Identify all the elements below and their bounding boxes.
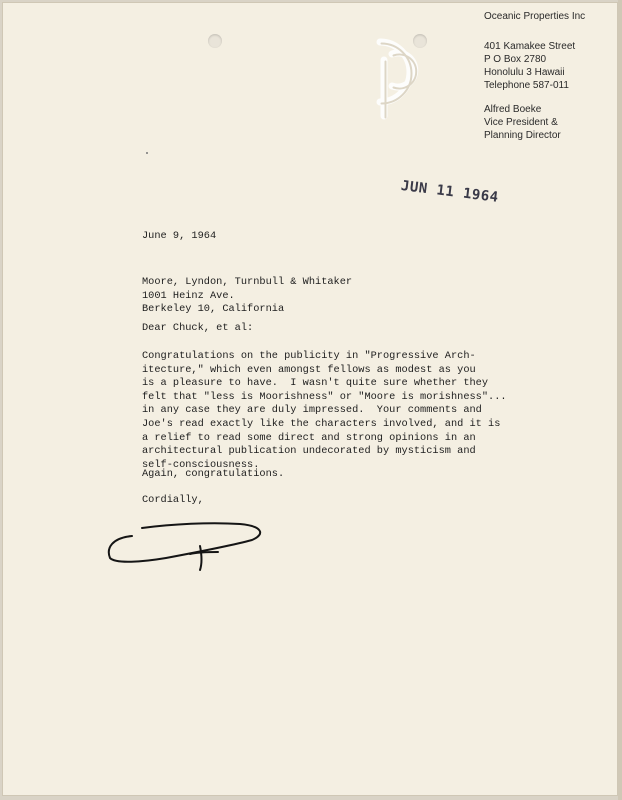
- body-line: itecture," which even amongst fellows as modest as you: [142, 363, 476, 376]
- signer-name: Alfred Boeke: [484, 104, 542, 115]
- page-edge: [618, 0, 622, 800]
- body-line: is a pleasure to have. I wasn't quite sure whether they: [142, 377, 489, 390]
- letter-date: June 9, 1964: [142, 230, 217, 242]
- signer-title: Planning Director: [484, 130, 561, 141]
- letter-body: [142, 350, 582, 472]
- body-line: in any case they are duly impressed. Your comments and: [142, 404, 482, 417]
- body-line: Joe's read exactly like the characters involved, and it is: [142, 417, 501, 430]
- telephone-line: Telephone 587-011: [484, 80, 569, 91]
- body-line: architectural publication undecorated by mysticism and: [142, 445, 476, 458]
- letter-page: [2, 2, 618, 796]
- body-line: self-consciousness.: [142, 458, 260, 471]
- signer-title: Vice President &: [484, 117, 558, 128]
- letterhead: [484, 10, 614, 142]
- recipient-line: 1001 Heinz Ave.: [142, 289, 235, 302]
- handwritten-signature: [102, 512, 272, 582]
- body-line: felt that "less is Moorishness" or "Moore is morishness"...: [142, 390, 507, 403]
- paper-speck: [146, 152, 148, 154]
- address-line: Honolulu 3 Hawaii: [484, 67, 565, 78]
- embossed-logo: [362, 30, 442, 120]
- company-name: Oceanic Properties Inc: [484, 11, 586, 22]
- salutation: Dear Chuck, et al:: [142, 322, 254, 334]
- recipient-address: [142, 276, 582, 317]
- address-line: P O Box 2780: [484, 54, 547, 65]
- date-received-stamp: JUN 11 1964: [400, 178, 500, 206]
- punch-hole-left: [208, 34, 222, 48]
- address-line: 401 Kamakee Street: [484, 41, 576, 52]
- body-line: Congratulations on the publicity in "Progressive Arch-: [142, 350, 476, 362]
- recipient-line: Berkeley 10, California: [142, 303, 285, 316]
- recipient-line: Moore, Lyndon, Turnbull & Whitaker: [142, 276, 353, 288]
- closing-remark: Again, congratulations.: [142, 468, 285, 480]
- body-line: a relief to read some direct and strong opinions in an: [142, 431, 476, 444]
- closing: Cordially,: [142, 494, 204, 506]
